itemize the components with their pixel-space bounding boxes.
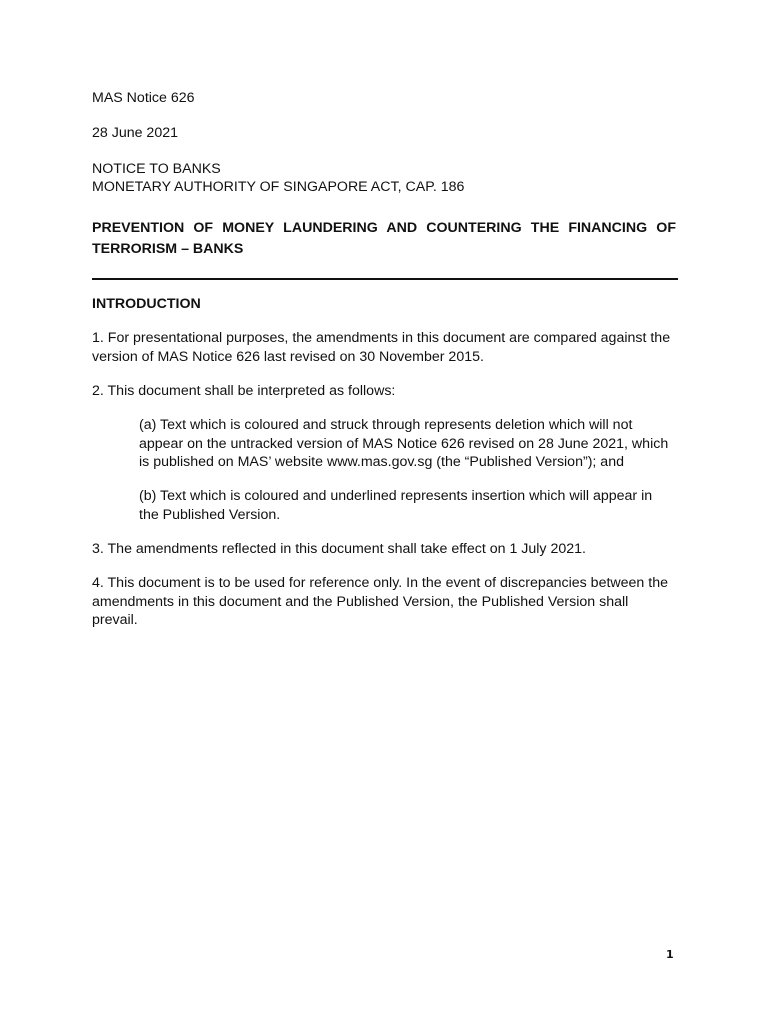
notice-number: MAS Notice 626 bbox=[92, 90, 195, 106]
interpretation-item-a: (a) Text which is coloured and struck through represents deletion which will not appear on the untracked version of MAS Notice 626 revised on 28 June 2021, which is published on MAS’ website www.mas.gov.sg (the “Published Version”); and bbox=[139, 417, 669, 470]
introduction-paragraph-3: 3. The amendments reflected in this document shall take effect on 1 July 2021. bbox=[92, 541, 586, 557]
enabling-act: MONETARY AUTHORITY OF SINGAPORE ACT, CAP. 186 bbox=[92, 179, 465, 195]
notice-date: 28 June 2021 bbox=[92, 125, 178, 141]
introduction-paragraph-4: 4. This document is to be used for reference only. In the event of discrepancies between the amendments in this document and the Published Version, the Published Version shall prevail. bbox=[92, 575, 668, 628]
title-divider bbox=[92, 278, 678, 280]
interpretation-item-b: (b) Text which is coloured and underlined represents insertion which will appear in the Published Version. bbox=[139, 488, 653, 523]
introduction-heading: INTRODUCTION bbox=[92, 296, 201, 312]
introduction-paragraph-1: 1. For presentational purposes, the amendments in this document are compared against the version of MAS Notice 626 last revised on 30 November 2015. bbox=[92, 330, 671, 365]
page-number: 1 bbox=[666, 948, 674, 961]
document-title: PREVENTION OF MONEY LAUNDERING AND COUNTERING THE FINANCING OF TERRORISM – BANKS bbox=[92, 220, 676, 257]
notice-addressee: NOTICE TO BANKS bbox=[92, 161, 221, 177]
introduction-paragraph-2: 2. This document shall be interpreted as follows: bbox=[92, 383, 396, 399]
